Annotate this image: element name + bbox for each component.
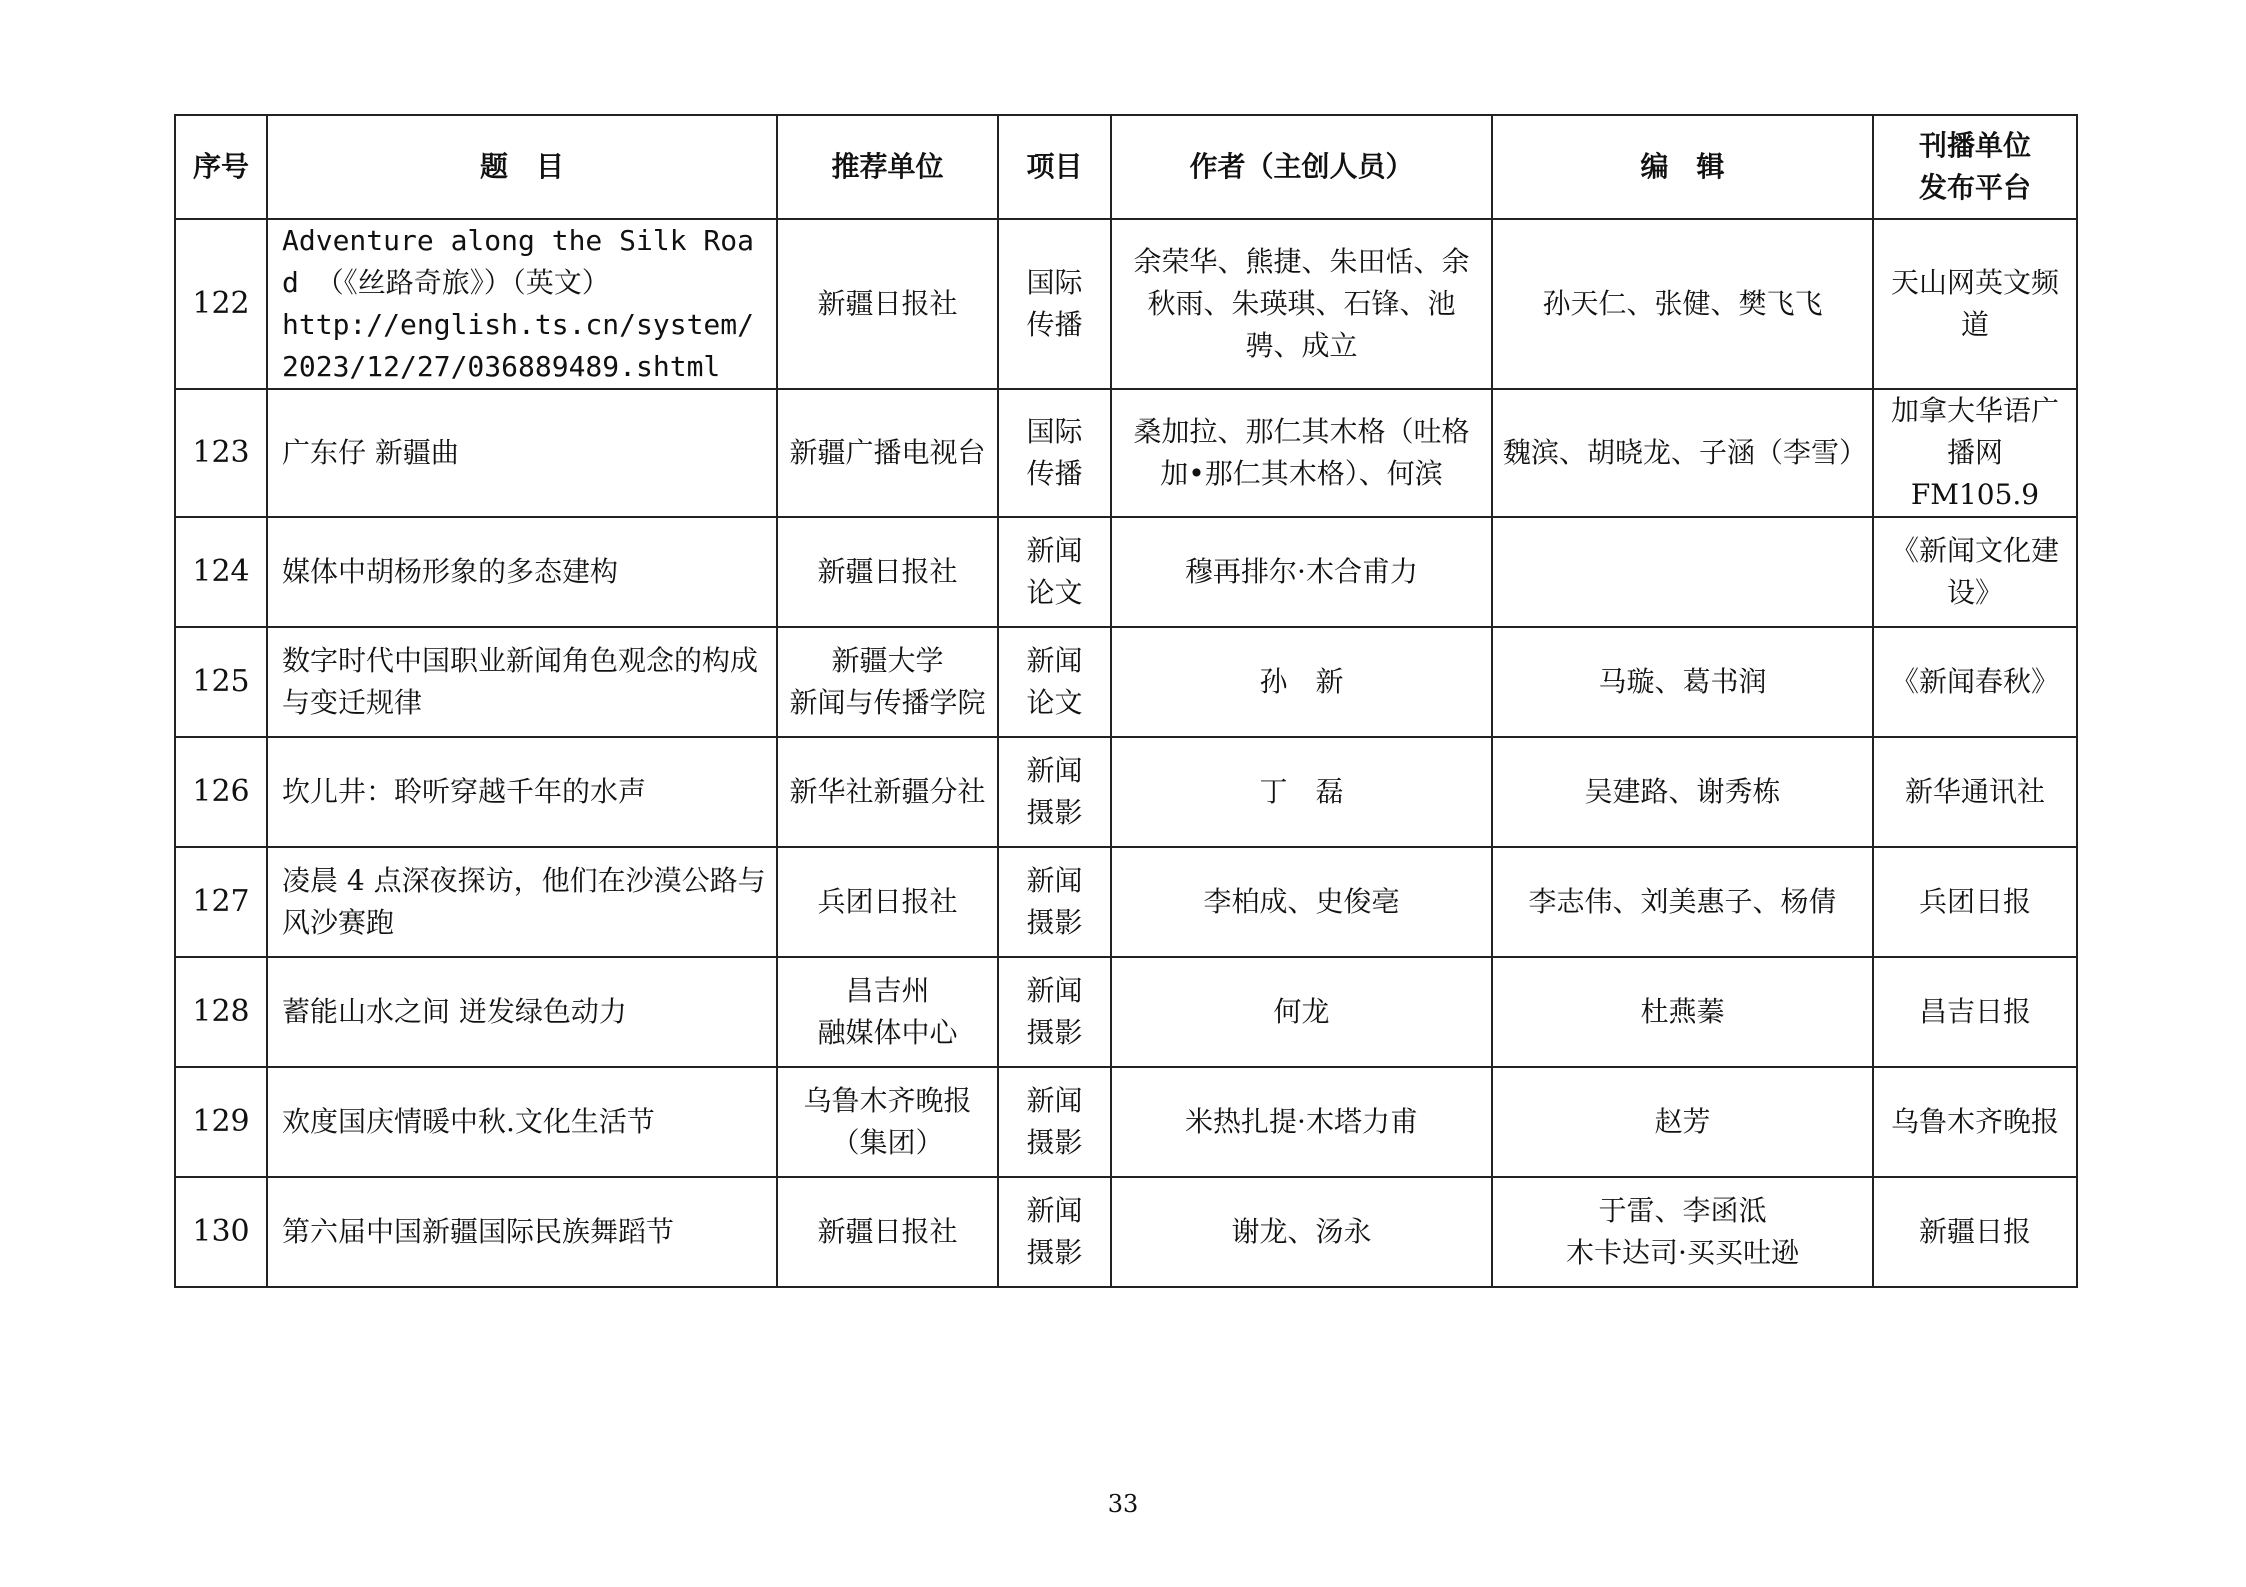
row-platform: 《新闻春秋》 (1873, 627, 2077, 737)
row-editors: 于雷、李函泜 木卡达司·买买吐逊 (1492, 1177, 1873, 1287)
table-row (175, 957, 2077, 1067)
table-row (175, 517, 2077, 627)
row-platform: 新疆日报 (1873, 1177, 2077, 1287)
row-authors: 谢龙、汤永 (1111, 1177, 1492, 1287)
row-authors: 丁 磊 (1111, 737, 1492, 847)
row-title: 坎儿井：聆听穿越千年的水声 (267, 737, 777, 847)
row-title: 凌晨 4 点深夜探访，他们在沙漠公路与风沙赛跑 (267, 847, 777, 957)
header-title: 题 目 (267, 115, 777, 219)
row-title: 欢度国庆情暖中秋.文化生活节 (267, 1067, 777, 1177)
row-category: 新闻 摄影 (998, 1177, 1111, 1287)
row-seq: 125 (175, 627, 267, 737)
row-authors: 桑加拉、那仁其木格（吐格加•那仁其木格）、何滨 (1111, 389, 1492, 517)
row-editors: 魏滨、胡晓龙、子涵（李雪） (1492, 389, 1873, 517)
row-title: 数字时代中国职业新闻角色观念的构成与变迁规律 (267, 627, 777, 737)
row-platform: 天山网英文频道 (1873, 219, 2077, 389)
row-authors: 余荣华、熊捷、朱田恬、余秋雨、朱瑛琪、石锋、池骋、成立 (1111, 219, 1492, 389)
row-seq: 126 (175, 737, 267, 847)
row-editors: 马璇、葛书润 (1492, 627, 1873, 737)
row-editors: 孙天仁、张健、樊飞飞 (1492, 219, 1873, 389)
row-unit: 兵团日报社 (777, 847, 998, 957)
row-category: 国际 传播 (998, 389, 1111, 517)
row-unit: 乌鲁木齐晚报 （集团） (777, 1067, 998, 1177)
row-category: 新闻 摄影 (998, 737, 1111, 847)
row-platform: 《新闻文化建设》 (1873, 517, 2077, 627)
row-title: 第六届中国新疆国际民族舞蹈节 (267, 1177, 777, 1287)
row-editors: 李志伟、刘美惠子、杨倩 (1492, 847, 1873, 957)
row-platform: 新华通讯社 (1873, 737, 2077, 847)
table-row (175, 1177, 2077, 1287)
awards-table (174, 114, 2078, 1288)
row-unit: 新疆日报社 (777, 517, 998, 627)
row-seq: 122 (175, 219, 267, 389)
table-row (175, 627, 2077, 737)
table-row (175, 1067, 2077, 1177)
row-authors: 李柏成、史俊亳 (1111, 847, 1492, 957)
row-editors: 赵芳 (1492, 1067, 1873, 1177)
row-seq: 127 (175, 847, 267, 957)
row-platform: 兵团日报 (1873, 847, 2077, 957)
row-authors: 孙 新 (1111, 627, 1492, 737)
row-platform: 加拿大华语广播网 FM105.9 (1873, 389, 2077, 517)
header-authors: 作者（主创人员） (1111, 115, 1492, 219)
row-category: 新闻 论文 (998, 517, 1111, 627)
row-category: 新闻 摄影 (998, 847, 1111, 957)
row-unit: 新疆广播电视台 (777, 389, 998, 517)
row-category: 国际 传播 (998, 219, 1111, 389)
header-category: 项目 (998, 115, 1111, 219)
page-number: 33 (1107, 1490, 1139, 1518)
table-row (175, 847, 2077, 957)
row-unit: 昌吉州 融媒体中心 (777, 957, 998, 1067)
row-title-text: Adventure along the Silk Road （《丝路奇旅》）（英文） (282, 224, 755, 299)
row-seq: 123 (175, 389, 267, 517)
row-category: 新闻 摄影 (998, 1067, 1111, 1177)
row-unit: 新华社新疆分社 (777, 737, 998, 847)
row-platform: 昌吉日报 (1873, 957, 2077, 1067)
row-unit: 新疆大学 新闻与传播学院 (777, 627, 998, 737)
table-header-row (175, 115, 2077, 219)
header-platform: 刊播单位 发布平台 (1873, 115, 2077, 219)
row-category: 新闻 摄影 (998, 957, 1111, 1067)
row-title: 媒体中胡杨形象的多态建构 (267, 517, 777, 627)
header-seq: 序号 (175, 115, 267, 219)
row-unit: 新疆日报社 (777, 219, 998, 389)
row-editors: 吴建路、谢秀栋 (1492, 737, 1873, 847)
row-title (267, 219, 777, 389)
header-editors: 编 辑 (1492, 115, 1873, 219)
row-title: 广东仔 新疆曲 (267, 389, 777, 517)
row-platform: 乌鲁木齐晚报 (1873, 1067, 2077, 1177)
row-title: 蓄能山水之间 迸发绿色动力 (267, 957, 777, 1067)
row-url: http://english.ts.cn/system/2023/12/27/036889489.shtml (282, 308, 755, 383)
row-authors: 穆再排尔·木合甫力 (1111, 517, 1492, 627)
table-row (175, 389, 2077, 517)
row-seq: 128 (175, 957, 267, 1067)
row-authors: 何龙 (1111, 957, 1492, 1067)
table-row (175, 219, 2077, 389)
row-editors (1492, 517, 1873, 627)
row-seq: 124 (175, 517, 267, 627)
row-seq: 130 (175, 1177, 267, 1287)
row-authors: 米热扎提·木塔力甫 (1111, 1067, 1492, 1177)
row-seq: 129 (175, 1067, 267, 1177)
row-category: 新闻 论文 (998, 627, 1111, 737)
header-unit: 推荐单位 (777, 115, 998, 219)
table-row (175, 737, 2077, 847)
row-unit: 新疆日报社 (777, 1177, 998, 1287)
row-editors: 杜燕蓁 (1492, 957, 1873, 1067)
